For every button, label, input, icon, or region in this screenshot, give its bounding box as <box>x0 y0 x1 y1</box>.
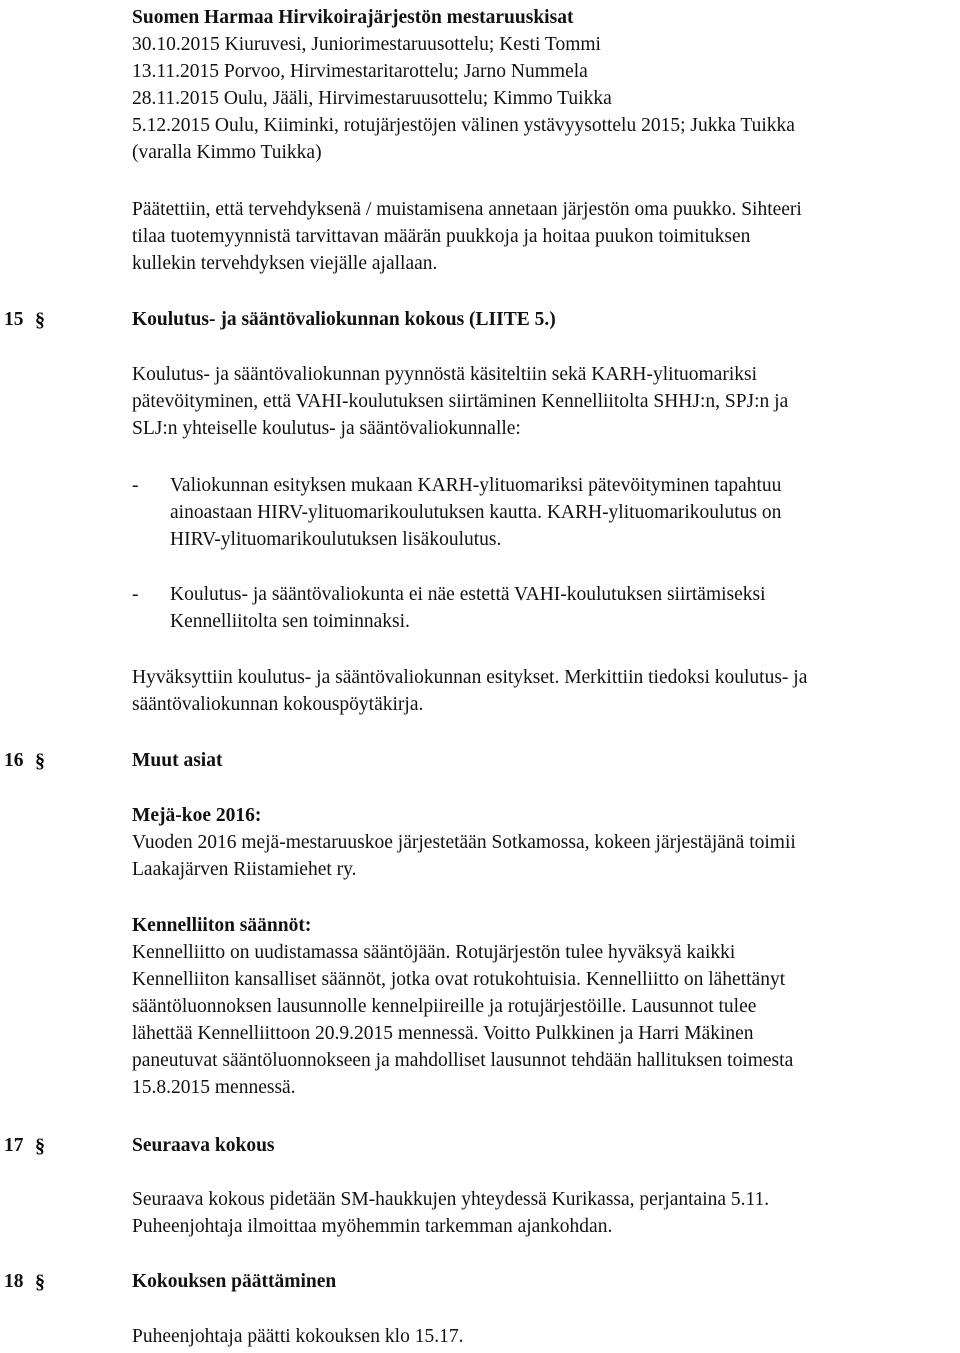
section-number: 18 <box>4 1271 24 1292</box>
bullet-text <box>170 472 781 553</box>
intro-line: pätevöityminen, että VAHI-koulutuksen siirtäminen Kennelliitolta SHHJ:n, SPJ:n ja <box>132 391 789 412</box>
bullet-line: ainoastaan HIRV-ylituomarikoulutuksen kautta. KARH-ylituomarikoulutus on <box>170 502 782 523</box>
meja-line: Vuoden 2016 mejä-mestaruuskoe järjestetään Sotkamossa, kokeen järjestäjänä toimii <box>132 832 796 853</box>
section-number: 16 <box>4 750 24 771</box>
bullet-dash: - <box>132 475 139 496</box>
bullet-line: Koulutus- ja sääntövaliokunta ei näe estettä VAHI-koulutuksen siirtämiseksi <box>170 584 766 605</box>
championship-line: 28.11.2015 Oulu, Jääli, Hirvimestaruusottelu; Kimmo Tuikka <box>132 88 612 109</box>
bullet-text <box>170 581 766 635</box>
kennelliitto-subsection <box>132 912 960 1101</box>
bullet-line: HIRV-ylituomarikoulutuksen lisäkoulutus. <box>170 529 502 550</box>
decision-line: tilaa tuotemyynnistä tarvittavan määrän puukkoja ja hoitaa puukon toimituksen <box>132 226 751 247</box>
kennelliitto-line: Kennelliiton kansalliset säännöt, jotka ovat rotukohtuisia. Kennelliitto on lähettänyt <box>132 969 786 990</box>
championships-heading: Suomen Harmaa Hirvikoirajärjestön mestaruuskisat <box>132 7 574 28</box>
kennelliitto-line: 15.8.2015 mennessä. <box>132 1077 296 1098</box>
section-15-number <box>4 306 51 333</box>
body-line: Puheenjohtaja ilmoittaa myöhemmin tarkemman ajankohdan. <box>132 1216 613 1237</box>
championship-line: (varalla Kimmo Tuikka) <box>132 142 322 163</box>
intro-line: SLJ:n yhteiselle koulutus- ja sääntövaliokunnalle: <box>132 418 521 439</box>
kennelliitto-line: lähettää Kennelliittoon 20.9.2015 mennessä. Voitto Pulkkinen ja Harri Mäkinen <box>132 1023 754 1044</box>
section-sign-icon <box>33 750 51 772</box>
championship-line: 13.11.2015 Porvoo, Hirvimestaritarottelu; Jarno Nummela <box>132 61 588 82</box>
championship-line: 5.12.2015 Oulu, Kiiminki, rotujärjestöjen välinen ystävyysottelu 2015; Jukka Tuikka <box>132 115 795 136</box>
section-16-title: Muut asiat <box>132 750 223 771</box>
bullet-line: Valiokunnan esityksen mukaan KARH-ylituomariksi pätevöityminen tapahtuu <box>170 475 782 496</box>
section-sign-icon <box>33 1271 51 1293</box>
championships-section <box>132 4 960 166</box>
meja-subsection <box>132 802 960 883</box>
kennelliitto-heading: Kennelliiton säännöt: <box>132 915 312 936</box>
section-number: 17 <box>4 1135 24 1156</box>
section-15-title: Koulutus- ja sääntövaliokunnan kokous (LIITE 5.) <box>132 309 556 330</box>
body-line: Puheenjohtaja päätti kokouksen klo 15.17. <box>132 1326 464 1347</box>
section-sign-icon <box>33 309 51 331</box>
decision-line: kullekin tervehdyksen viejälle ajallaan. <box>132 253 438 274</box>
intro-line: Koulutus- ja sääntövaliokunnan pyynnöstä käsiteltiin sekä KARH-ylituomariksi <box>132 364 757 385</box>
meja-heading: Mejä-koe 2016: <box>132 805 262 826</box>
championship-line: 30.10.2015 Kiuruvesi, Juniorimestaruusottelu; Kesti Tommi <box>132 34 601 55</box>
section-17-body <box>132 1186 960 1240</box>
svg-text:§: § <box>34 749 45 772</box>
outro-line: sääntövaliokunnan kokouspöytäkirja. <box>132 694 424 715</box>
section-sign-icon <box>33 1135 51 1157</box>
svg-text:§: § <box>34 308 45 331</box>
kennelliitto-line: paneutuvat sääntöluonnokseen ja mahdolliset lausunnot tehdään hallituksen toimesta <box>132 1050 794 1071</box>
bullet-dash: - <box>132 584 139 605</box>
section-18-number <box>4 1268 51 1295</box>
svg-text:§: § <box>34 1134 45 1157</box>
decision-paragraph <box>132 196 960 277</box>
meja-line: Laakajärven Riistamiehet ry. <box>132 859 357 880</box>
bullet-line: Kennelliitolta sen toiminnaksi. <box>170 611 410 632</box>
svg-text:§: § <box>34 1270 45 1293</box>
kennelliitto-line: Kennelliitto on uudistamassa sääntöjään. Rotujärjestön tulee hyväksyä kaikki <box>132 942 736 963</box>
section-15-outro <box>132 664 960 718</box>
section-number: 15 <box>4 309 24 330</box>
section-16-number <box>4 747 51 774</box>
section-17-title: Seuraava kokous <box>132 1135 275 1156</box>
kennelliitto-line: sääntöluonnoksen lausunnolle kennelpiireille ja rotujärjestöille. Lausunnot tulee <box>132 996 757 1017</box>
section-15-intro <box>132 361 960 442</box>
section-18-body <box>132 1323 960 1350</box>
outro-line: Hyväksyttiin koulutus- ja sääntövaliokunnan esitykset. Merkittiin tiedoksi koulutus- ja <box>132 667 808 688</box>
decision-line: Päätettiin, että tervehdyksenä / muistamisena annetaan järjestön oma puukko. Sihteeri <box>132 199 802 220</box>
body-line: Seuraava kokous pidetään SM-haukkujen yhteydessä Kurikassa, perjantaina 5.11. <box>132 1189 770 1210</box>
section-17-number <box>4 1132 51 1159</box>
section-18-title: Kokouksen päättäminen <box>132 1271 337 1292</box>
